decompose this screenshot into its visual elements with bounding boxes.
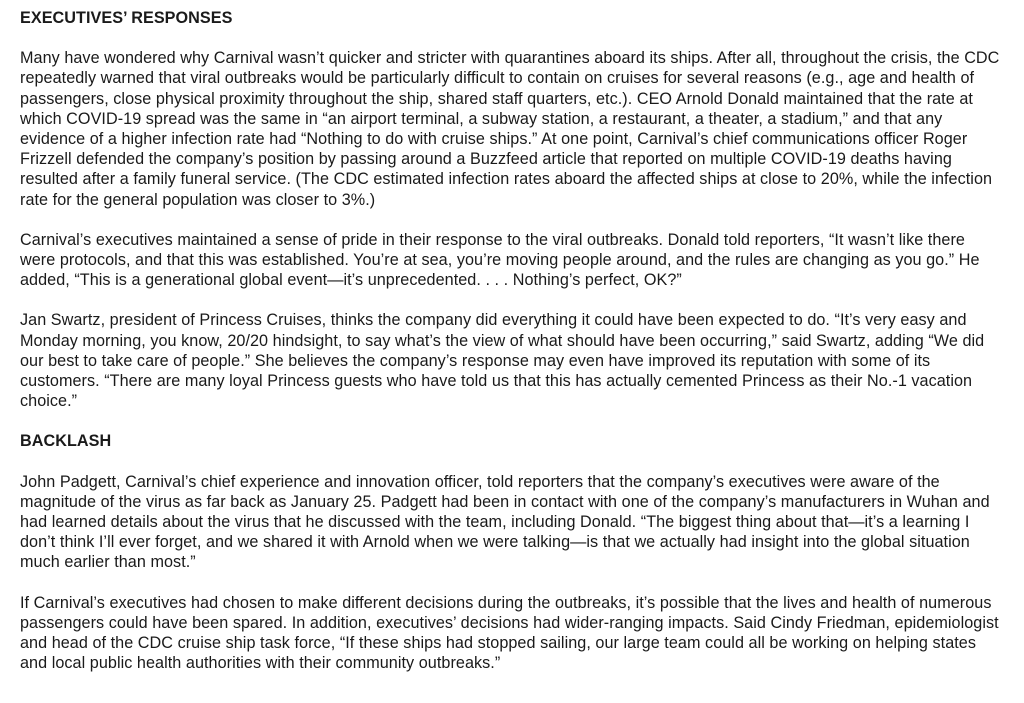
paragraph: If Carnival’s executives had chosen to make different decisions during the outbreaks, it’s possible that the lives and health of numerous passengers could have been spared. In addition, executives’ decisions had wider-ranging impacts. Said Cindy Friedman, epidemiologist and head of the CDC cruise ship task force, “If these ships had stopped sailing, our large team could all be working on helping states and local public health authorities with their community outbreaks.” <box>20 593 999 673</box>
paragraph: Jan Swartz, president of Princess Cruises, thinks the company did everything it could have been expected to do. “It’s very easy and Monday morning, you know, 20/20 hindsight, to say what’s the view of what should have been occurring,” said Swartz, adding “We did our best to take care of people.” She believes the company’s response may even have improved its reputation with some of its customers. “There are many loyal Princess guests who have told us that this has actually cemented Princess as their No.-1 vacation choice.” <box>20 311 985 411</box>
section-backlash <box>20 431 1002 673</box>
section-executives-responses <box>20 8 1002 411</box>
paragraph: John Padgett, Carnival’s chief experience and innovation officer, told reporters that the company’s executives were aware of the magnitude of the virus as far back as January 25. Padgett had been in contact with one of the company’s manufacturers in Wuhan and had learned details about the virus that he discussed with the team, including Donald. “The biggest thing about that—it’s a learning I don’t think I’ll ever forget, and we shared it with Arnold when we were talking—is that we actually had insight into the global situation much earlier than most.” <box>20 472 990 572</box>
section-heading: EXECUTIVES’ RESPONSES <box>20 9 233 27</box>
paragraph: Carnival’s executives maintained a sense of pride in their response to the viral outbreaks. Donald told reporters, “It wasn’t like there were protocols, and that this was established. You’re at sea, you’re moving people around, and the rules are changing as you go.” He added, “This is a generational global event—it’s unprecedented. . . . Nothing’s perfect, OK?” <box>20 230 980 290</box>
section-heading: BACKLASH <box>20 432 112 451</box>
paragraph: Many have wondered why Carnival wasn’t quicker and stricter with quarantines aboard its ships. After all, throughout the crisis, the CDC repeatedly warned that viral outbreaks would be particularly difficult to contain on cruises for several reasons (e.g., age and health of passengers, close physical proximity throughout the ship, shared staff quarters, etc.). CEO Arnold Donald maintained that the rate at which COVID-19 spread was the same in “an airport terminal, a subway station, a restaurant, a theater, a stadium,” and that any evidence of a higher infection rate had “Nothing to do with cruise ships.” At one point, Carnival’s chief communications officer Roger Frizzell defended the company’s position by passing around a Buzzfeed article that reported on multiple COVID-19 deaths having resulted after a family funeral service. (The CDC estimated infection rates aboard the affected ships at close to 20%, while the infection rate for the general population was closer to 3%.) <box>20 49 1000 209</box>
